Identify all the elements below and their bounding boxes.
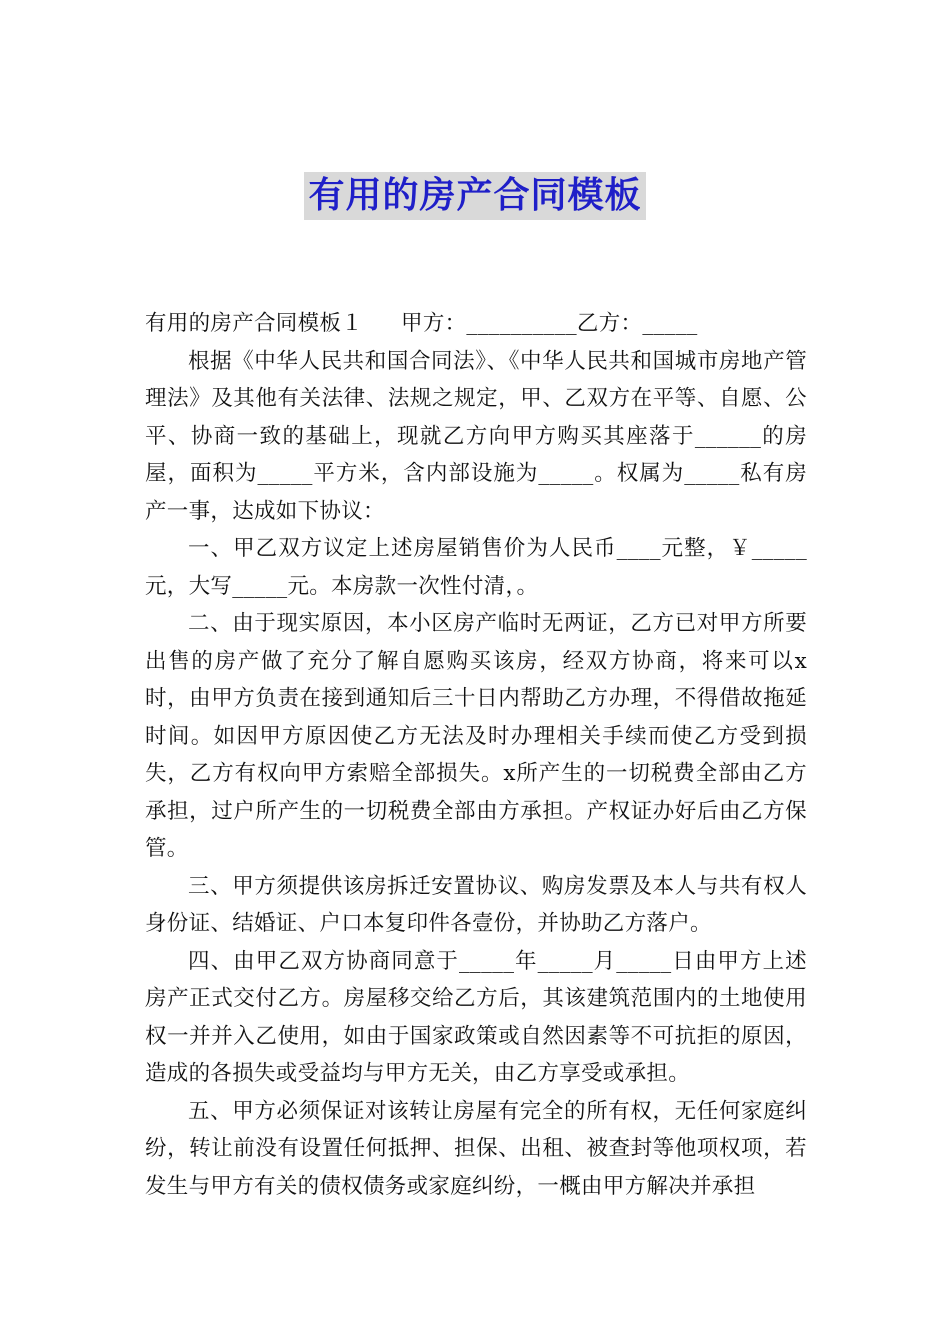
document-body — [145, 305, 807, 1205]
paragraph-preamble: 根据《中华人民共和国合同法》、《中华人民共和国城市房地产管理法》及其他有关法律、法规之规定，甲、乙双方在平等、自愿、公平、协商一致的基础上，现就乙方向甲方购买其座落于______的房屋，面积为_____平方米，含内部设施为_____。权属为_____私有房产一事，达成如下协议： — [145, 348, 807, 524]
party-b-field: 乙方：_____ — [576, 311, 698, 336]
party-a-field: 甲方：__________ — [401, 311, 577, 336]
paragraph-clause-3: 三、甲方须提供该房拆迁安置协议、购房发票及本人与共有权人身份证、结婚证、户口本复印件各壹份，并协助乙方落户。 — [145, 873, 807, 936]
template-label: 有用的房产合同模板１ — [145, 311, 364, 336]
title-container — [0, 172, 950, 220]
paragraph-clause-2: 二、由于现实原因，本小区房产临时无两证，乙方已对甲方所要出售的房产做了充分了解自愿购买该房，经双方协商，将来可以x时，由甲方负责在接到通知后三十日内帮助乙方办理，不得借故拖延时间。如因甲方原因使乙方无法及时办理相关手续而使乙方受到损失，乙方有权向甲方索赔全部损失。x所产生的一切税费全部由乙方承担，过户所产生的一切税费全部由方承担。产权证办好后由乙方保管。 — [145, 611, 807, 861]
header-line — [145, 305, 807, 343]
document-title: 有用的房产合同模板 — [304, 172, 645, 220]
paragraph-clause-1: 一、甲乙双方议定上述房屋销售价为人民币____元整，￥_____元，大写_____元。本房款一次性付清，。 — [145, 536, 807, 599]
paragraph-clause-5: 五、甲方必须保证对该转让房屋有完全的所有权，无任何家庭纠纷，转让前没有设置任何抵押、担保、出租、被查封等他项权项，若发生与甲方有关的债权债务或家庭纠纷，一概由甲方解决并承担 — [145, 1098, 807, 1199]
paragraph-clause-4: 四、由甲乙双方协商同意于_____年_____月_____日由甲方上述房产正式交付乙方。房屋移交给乙方后，其该建筑范围内的土地使用权一并并入乙使用，如由于国家政策或自然因素等不可抗拒的原因，造成的各损失或受益均与甲方无关，由乙方享受或承担。 — [145, 948, 807, 1086]
